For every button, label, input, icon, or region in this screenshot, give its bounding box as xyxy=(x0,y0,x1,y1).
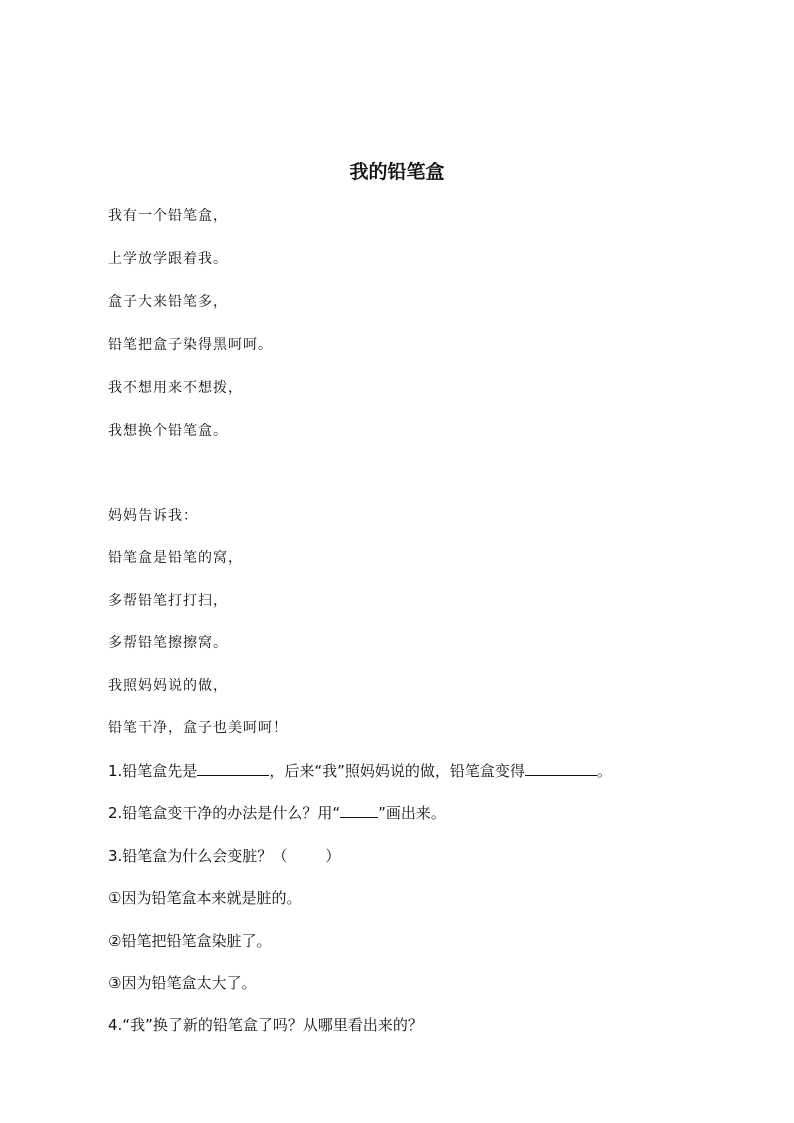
question-2-text-a: 2.铅笔盒变干净的办法是什么？用“ xyxy=(108,804,341,822)
page-title: 我的铅笔盒 xyxy=(349,161,445,183)
question-2-text-b: ”画出来。 xyxy=(378,804,446,822)
question-1-text-a: 1.铅笔盒先是 xyxy=(108,762,198,780)
poem-line: 多帮铅笔擦擦窝。 xyxy=(108,635,228,651)
question-1-text-b: ，后来“我”照妈妈说的做，铅笔盒变得 xyxy=(269,762,525,780)
answer-blank[interactable] xyxy=(525,761,597,776)
question-3 xyxy=(108,846,340,866)
poem-line: 多帮铅笔打打扫， xyxy=(108,593,228,609)
question-3-option: ③因为铅笔盒太大了。 xyxy=(108,974,257,992)
poem-line: 盒子大来铅笔多， xyxy=(108,294,228,310)
answer-blank[interactable] xyxy=(197,761,269,776)
poem-line: 上学放学跟着我。 xyxy=(108,251,228,267)
question-2 xyxy=(108,803,446,823)
poem-line: 妈妈告诉我： xyxy=(108,508,198,524)
question-3-option: ②铅笔把铅笔盒染脏了。 xyxy=(108,932,272,950)
poem-line: 铅笔把盒子染得黑呵呵。 xyxy=(108,337,273,353)
poem-line: 铅笔盒是铅笔的窝， xyxy=(108,550,243,566)
question-1-text-c: 。 xyxy=(596,762,612,780)
poem-line: 我有一个铅笔盒， xyxy=(108,208,228,224)
question-3-text-b: ） xyxy=(325,847,341,865)
poem-line: 我照妈妈说的做， xyxy=(108,678,228,694)
question-1 xyxy=(108,761,612,781)
question-3-text-a: 3.铅笔盒为什么会变脏？（ xyxy=(108,847,288,865)
question-4: 4.“我”换了新的铅笔盒了吗？从哪里看出来的？ xyxy=(108,1016,423,1034)
underline-mark xyxy=(340,803,378,818)
question-3-option: ①因为铅笔盒本来就是脏的。 xyxy=(108,889,302,907)
poem-line: 我想换个铅笔盒。 xyxy=(108,423,228,439)
poem-line: 我不想用来不想拨， xyxy=(108,380,243,396)
poem-line: 铅笔干净，盒子也美呵呵！ xyxy=(108,720,288,736)
